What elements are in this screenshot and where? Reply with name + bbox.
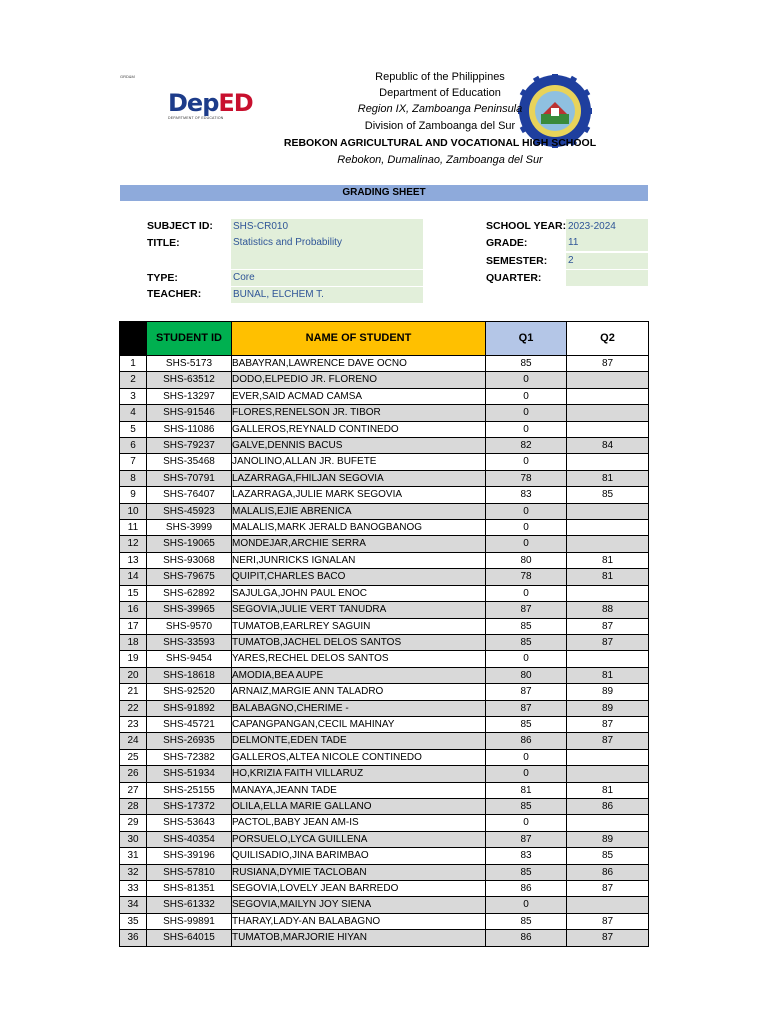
student-name-cell: TUMATOB,MARJORIE HIYAN (232, 930, 486, 946)
q1-grade-cell: 85 (486, 618, 567, 634)
q1-grade-cell: 0 (486, 749, 567, 765)
table-row (120, 552, 649, 568)
student-id-cell: SHS-51934 (147, 766, 232, 782)
student-id-cell: SHS-35468 (147, 454, 232, 470)
q1-grade-cell: 0 (486, 388, 567, 404)
quarter-label: QUARTER: (486, 272, 542, 284)
q1-grade-cell: 0 (486, 651, 567, 667)
student-id-cell: SHS-40354 (147, 831, 232, 847)
student-id-cell: SHS-62892 (147, 585, 232, 601)
q1-grade-cell: 87 (486, 831, 567, 847)
q2-grade-cell: 89 (567, 700, 649, 716)
student-name-cell: SAJULGA,JOHN PAUL ENOC (232, 585, 486, 601)
table-row (120, 470, 649, 486)
student-id-cell: SHS-79237 (147, 438, 232, 454)
table-header-row (120, 322, 649, 356)
q1-grade-cell: 83 (486, 487, 567, 503)
student-name-cell: AMODIA,BEA AUPE (232, 667, 486, 683)
table-row (120, 454, 649, 470)
student-name-cell: SEGOVIA,LOVELY JEAN BARREDO (232, 881, 486, 897)
table-row (120, 766, 649, 782)
q2-grade-cell: 81 (567, 569, 649, 585)
table-row (120, 487, 649, 503)
q2-grade-cell: 87 (567, 930, 649, 946)
student-id-cell: SHS-63512 (147, 372, 232, 388)
student-name-cell: QUILISADIO,JINA BARIMBAO (232, 848, 486, 864)
table-row (120, 356, 649, 372)
grades-table (119, 321, 649, 947)
student-name-cell: BALABAGNO,CHERIME - (232, 700, 486, 716)
table-row (120, 585, 649, 601)
row-number-cell: 23 (120, 716, 147, 732)
student-id-cell: SHS-25155 (147, 782, 232, 798)
student-name-cell: YARES,RECHEL DELOS SANTOS (232, 651, 486, 667)
q1-grade-cell: 85 (486, 356, 567, 372)
q1-grade-cell: 0 (486, 815, 567, 831)
table-row (120, 618, 649, 634)
q2-grade-cell: 87 (567, 733, 649, 749)
q2-grade-cell (567, 585, 649, 601)
title-value: Statistics and Probability (231, 235, 423, 269)
row-number-cell: 35 (120, 913, 147, 929)
student-id-cell: SHS-39196 (147, 848, 232, 864)
student-id-cell: SHS-93068 (147, 552, 232, 568)
row-number-cell: 11 (120, 520, 147, 536)
q1-grade-cell: 0 (486, 897, 567, 913)
q2-grade-cell: 89 (567, 684, 649, 700)
row-number-cell: 16 (120, 602, 147, 618)
table-row (120, 651, 649, 667)
q1-grade-cell: 0 (486, 421, 567, 437)
table-row (120, 831, 649, 847)
table-row (120, 405, 649, 421)
table-row (120, 438, 649, 454)
q1-grade-cell: 87 (486, 700, 567, 716)
student-name-cell: TUMATOB,EARLREY SAGUIN (232, 618, 486, 634)
q2-grade-cell: 85 (567, 487, 649, 503)
table-row (120, 749, 649, 765)
row-number-cell: 27 (120, 782, 147, 798)
q1-grade-cell: 0 (486, 503, 567, 519)
student-id-cell: SHS-91546 (147, 405, 232, 421)
student-name-cell: FLORES,RENELSON JR. TIBOR (232, 405, 486, 421)
col-number-header (120, 322, 147, 356)
row-number-cell: 30 (120, 831, 147, 847)
q2-grade-cell: 81 (567, 667, 649, 683)
q2-grade-cell (567, 388, 649, 404)
student-name-cell: MONDEJAR,ARCHIE SERRA (232, 536, 486, 552)
student-id-cell: SHS-72382 (147, 749, 232, 765)
table-row (120, 848, 649, 864)
q2-grade-cell (567, 421, 649, 437)
row-number-cell: 12 (120, 536, 147, 552)
student-name-cell: OLILA,ELLA MARIE GALLANO (232, 798, 486, 814)
col-q2-header: Q2 (567, 322, 649, 356)
sheet-title: GRADING SHEET (342, 187, 426, 198)
student-id-cell: SHS-39965 (147, 602, 232, 618)
grade-value: 11 (566, 235, 648, 251)
student-id-cell: SHS-3999 (147, 520, 232, 536)
student-id-cell: SHS-76407 (147, 487, 232, 503)
q1-grade-cell: 0 (486, 766, 567, 782)
student-name-cell: PORSUELO,LYCA GUILLENA (232, 831, 486, 847)
row-number-cell: 10 (120, 503, 147, 519)
q2-grade-cell: 81 (567, 552, 649, 568)
row-number-cell: 7 (120, 454, 147, 470)
student-name-cell: MALALIS,EJIE ABRENICA (232, 503, 486, 519)
table-row (120, 520, 649, 536)
row-number-cell: 2 (120, 372, 147, 388)
q1-grade-cell: 81 (486, 782, 567, 798)
student-id-cell: SHS-18618 (147, 667, 232, 683)
student-name-cell: MALALIS,MARK JERALD BANOGBANOG (232, 520, 486, 536)
subject-id-label: SUBJECT ID: (147, 220, 213, 232)
row-number-cell: 21 (120, 684, 147, 700)
student-id-cell: SHS-53643 (147, 815, 232, 831)
student-name-cell: CAPANGPANGAN,CECIL MAHINAY (232, 716, 486, 732)
row-number-cell: 4 (120, 405, 147, 421)
table-row (120, 798, 649, 814)
row-number-cell: 15 (120, 585, 147, 601)
q1-grade-cell: 85 (486, 864, 567, 880)
student-name-cell: NERI,JUNRICKS IGNALAN (232, 552, 486, 568)
row-number-cell: 29 (120, 815, 147, 831)
q2-grade-cell (567, 454, 649, 470)
row-number-cell: 33 (120, 881, 147, 897)
q1-grade-cell: 0 (486, 405, 567, 421)
table-row (120, 815, 649, 831)
q1-grade-cell: 87 (486, 602, 567, 618)
subject-id-value: SHS-CR010 (231, 219, 423, 235)
teacher-label: TEACHER: (147, 288, 202, 300)
q1-grade-cell: 0 (486, 585, 567, 601)
student-name-cell: GALVE,DENNIS BACUS (232, 438, 486, 454)
header-republic: Republic of the Philippines (375, 71, 505, 83)
student-id-cell: SHS-64015 (147, 930, 232, 946)
q2-grade-cell (567, 766, 649, 782)
q1-grade-cell: 80 (486, 667, 567, 683)
header-division: Division of Zamboanga del Sur (364, 120, 516, 132)
type-value: Core (231, 270, 423, 286)
student-name-cell: LAZARRAGA,FHILJAN SEGOVIA (232, 470, 486, 486)
q1-grade-cell: 78 (486, 470, 567, 486)
grading-sheet-band (120, 185, 648, 201)
q1-grade-cell: 87 (486, 684, 567, 700)
table-row (120, 388, 649, 404)
q2-grade-cell: 81 (567, 782, 649, 798)
student-id-cell: SHS-61332 (147, 897, 232, 913)
table-row (120, 602, 649, 618)
table-row (120, 372, 649, 388)
q2-grade-cell (567, 536, 649, 552)
student-id-cell: SHS-57810 (147, 864, 232, 880)
row-number-cell: 6 (120, 438, 147, 454)
student-name-cell: DELMONTE,EDEN TADE (232, 733, 486, 749)
row-number-cell: 17 (120, 618, 147, 634)
q2-grade-cell (567, 815, 649, 831)
header-department: Department of Education (379, 87, 501, 99)
col-student-name-header: NAME OF STUDENT (232, 322, 486, 356)
row-number-cell: 9 (120, 487, 147, 503)
q1-grade-cell: 0 (486, 536, 567, 552)
student-name-cell: SEGOVIA,JULIE VERT TANUDRA (232, 602, 486, 618)
table-row (120, 536, 649, 552)
q1-grade-cell: 85 (486, 798, 567, 814)
teacher-value: BUNAL, ELCHEM T. (231, 287, 423, 303)
q2-grade-cell (567, 503, 649, 519)
table-row (120, 667, 649, 683)
student-id-cell: SHS-79675 (147, 569, 232, 585)
row-number-cell: 8 (120, 470, 147, 486)
q2-grade-cell (567, 897, 649, 913)
q1-grade-cell: 85 (486, 716, 567, 732)
q1-grade-cell: 85 (486, 913, 567, 929)
row-number-cell: 26 (120, 766, 147, 782)
student-id-cell: SHS-33593 (147, 634, 232, 650)
student-name-cell: DODO,ELPEDIO JR. FLORENO (232, 372, 486, 388)
table-row (120, 913, 649, 929)
q2-grade-cell: 87 (567, 618, 649, 634)
q1-grade-cell: 86 (486, 733, 567, 749)
row-number-cell: 14 (120, 569, 147, 585)
student-id-cell: SHS-81351 (147, 881, 232, 897)
q1-grade-cell: 78 (486, 569, 567, 585)
form-code: GRD&M (120, 74, 135, 79)
student-id-cell: SHS-5173 (147, 356, 232, 372)
q2-grade-cell: 86 (567, 864, 649, 880)
student-name-cell: LAZARRAGA,JULIE MARK SEGOVIA (232, 487, 486, 503)
q2-grade-cell: 86 (567, 798, 649, 814)
header-address: Rebokon, Dumalinao, Zamboanga del Sur (337, 154, 543, 166)
row-number-cell: 36 (120, 930, 147, 946)
quarter-value (566, 270, 648, 286)
row-number-cell: 25 (120, 749, 147, 765)
header-school: REBOKON AGRICULTURAL AND VOCATIONAL HIGH SCHOOL (283, 137, 597, 149)
school-year-value: 2023-2024 (566, 219, 648, 235)
col-q1-header: Q1 (486, 322, 567, 356)
student-id-cell: SHS-9454 (147, 651, 232, 667)
row-number-cell: 34 (120, 897, 147, 913)
row-number-cell: 3 (120, 388, 147, 404)
student-id-cell: SHS-91892 (147, 700, 232, 716)
q2-grade-cell: 87 (567, 913, 649, 929)
student-name-cell: PACTOL,BABY JEAN AM-IS (232, 815, 486, 831)
table-row (120, 881, 649, 897)
q2-grade-cell (567, 651, 649, 667)
q1-grade-cell: 0 (486, 372, 567, 388)
deped-logo: DepED DEPARTMENT OF EDUCATION (168, 89, 253, 120)
student-id-cell: SHS-92520 (147, 684, 232, 700)
student-name-cell: TUMATOB,JACHEL DELOS SANTOS (232, 634, 486, 650)
student-id-cell: SHS-19065 (147, 536, 232, 552)
row-number-cell: 19 (120, 651, 147, 667)
student-name-cell: GALLEROS,REYNALD CONTINEDO (232, 421, 486, 437)
row-number-cell: 24 (120, 733, 147, 749)
row-number-cell: 28 (120, 798, 147, 814)
table-row (120, 421, 649, 437)
student-name-cell: MANAYA,JEANN TADE (232, 782, 486, 798)
student-name-cell: QUIPIT,CHARLES BACO (232, 569, 486, 585)
title-label: TITLE: (147, 237, 180, 249)
q1-grade-cell: 80 (486, 552, 567, 568)
q2-grade-cell: 85 (567, 848, 649, 864)
q2-grade-cell: 89 (567, 831, 649, 847)
student-name-cell: RUSIANA,DYMIE TACLOBAN (232, 864, 486, 880)
table-row (120, 897, 649, 913)
q2-grade-cell: 87 (567, 634, 649, 650)
table-row (120, 503, 649, 519)
row-number-cell: 13 (120, 552, 147, 568)
col-student-id-header: STUDENT ID (147, 322, 232, 356)
q2-grade-cell: 88 (567, 602, 649, 618)
student-name-cell: JANOLINO,ALLAN JR. BUFETE (232, 454, 486, 470)
q1-grade-cell: 0 (486, 520, 567, 536)
semester-label: SEMESTER: (486, 255, 548, 267)
deped-logo-subtitle: DEPARTMENT OF EDUCATION (168, 116, 224, 120)
student-id-cell: SHS-70791 (147, 470, 232, 486)
q2-grade-cell (567, 372, 649, 388)
student-id-cell: SHS-11086 (147, 421, 232, 437)
q2-grade-cell: 84 (567, 438, 649, 454)
row-number-cell: 32 (120, 864, 147, 880)
table-row (120, 864, 649, 880)
student-name-cell: ARNAIZ,MARGIE ANN TALADRO (232, 684, 486, 700)
student-name-cell: GALLEROS,ALTEA NICOLE CONTINEDO (232, 749, 486, 765)
table-row (120, 716, 649, 732)
row-number-cell: 5 (120, 421, 147, 437)
q2-grade-cell (567, 520, 649, 536)
semester-value: 2 (566, 253, 648, 269)
row-number-cell: 22 (120, 700, 147, 716)
q2-grade-cell: 81 (567, 470, 649, 486)
q1-grade-cell: 82 (486, 438, 567, 454)
student-name-cell: HO,KRIZIA FAITH VILLARUZ (232, 766, 486, 782)
q2-grade-cell: 87 (567, 881, 649, 897)
header-region: Region IX, Zamboanga Peninsula (357, 103, 523, 115)
student-id-cell: SHS-9570 (147, 618, 232, 634)
q2-grade-cell: 87 (567, 356, 649, 372)
q1-grade-cell: 86 (486, 881, 567, 897)
q2-grade-cell: 87 (567, 716, 649, 732)
table-row (120, 930, 649, 946)
table-row (120, 700, 649, 716)
table-row (120, 569, 649, 585)
student-name-cell: THARAY,LADY-AN BALABAGNO (232, 913, 486, 929)
q1-grade-cell: 83 (486, 848, 567, 864)
row-number-cell: 20 (120, 667, 147, 683)
q2-grade-cell (567, 405, 649, 421)
student-name-cell: EVER,SAID ACMAD CAMSA (232, 388, 486, 404)
grade-label: GRADE: (486, 237, 528, 249)
q1-grade-cell: 86 (486, 930, 567, 946)
table-row (120, 634, 649, 650)
student-name-cell: BABAYRAN,LAWRENCE DAVE OCNO (232, 356, 486, 372)
student-id-cell: SHS-17372 (147, 798, 232, 814)
student-id-cell: SHS-45721 (147, 716, 232, 732)
q1-grade-cell: 0 (486, 454, 567, 470)
student-id-cell: SHS-45923 (147, 503, 232, 519)
school-year-label: SCHOOL YEAR: (486, 220, 567, 232)
type-label: TYPE: (147, 272, 178, 284)
table-row (120, 782, 649, 798)
row-number-cell: 1 (120, 356, 147, 372)
student-name-cell: SEGOVIA,MAILYN JOY SIENA (232, 897, 486, 913)
q1-grade-cell: 85 (486, 634, 567, 650)
student-id-cell: SHS-99891 (147, 913, 232, 929)
q2-grade-cell (567, 749, 649, 765)
student-id-cell: SHS-26935 (147, 733, 232, 749)
student-id-cell: SHS-13297 (147, 388, 232, 404)
table-row (120, 733, 649, 749)
table-row (120, 684, 649, 700)
row-number-cell: 31 (120, 848, 147, 864)
row-number-cell: 18 (120, 634, 147, 650)
